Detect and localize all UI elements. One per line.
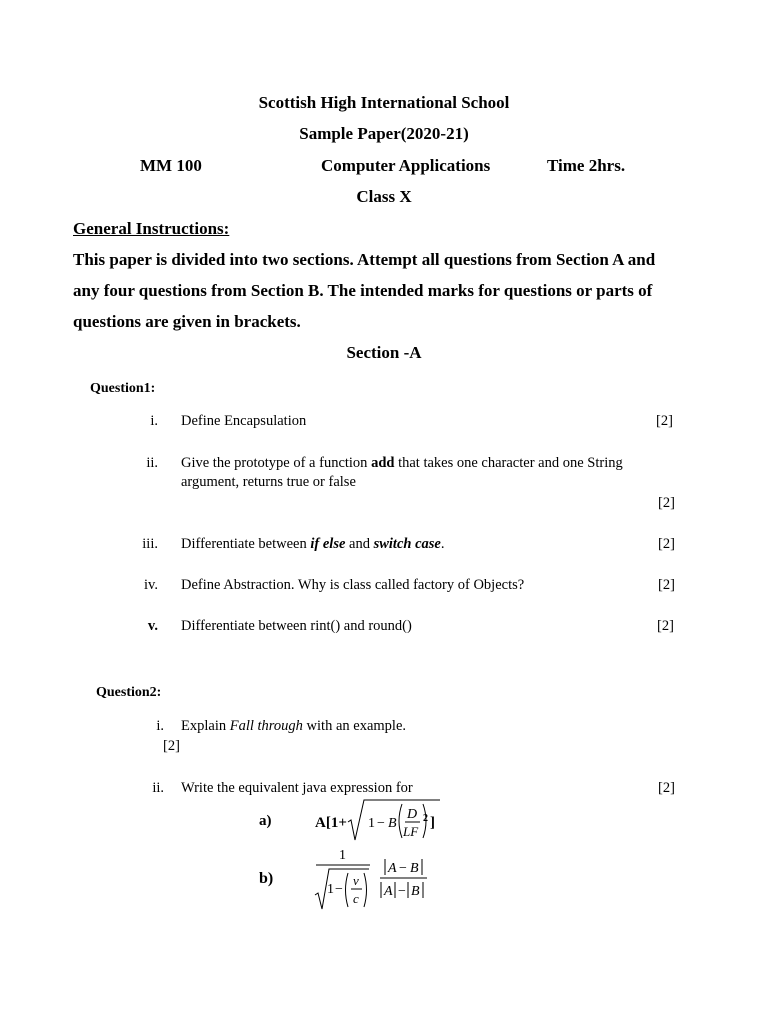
section-title: Section -A [346, 343, 422, 362]
q1-item-text: Differentiate between rint() and round() [181, 618, 412, 634]
formula-a-one: 1 [368, 816, 375, 831]
q1-item-number: iii. [142, 536, 158, 552]
formula-a-d: D [407, 807, 418, 822]
q2-item-number: ii. [152, 780, 164, 796]
keyword-switch-case: switch case [373, 536, 441, 552]
q1-item-number: i. [150, 413, 158, 429]
text-part: Differentiate between [181, 536, 311, 552]
class-name: Class X [356, 187, 412, 206]
q1-item-text [181, 536, 444, 553]
formula-a-minus: − [377, 816, 385, 831]
formula-b-b: B [410, 861, 419, 876]
text-part: . [440, 536, 445, 552]
formula-b-a: A [388, 861, 397, 876]
paper-title: Sample Paper(2020-21) [299, 124, 469, 143]
keyword-if-else: if else [310, 536, 346, 552]
q1-item-text-line2: argument, returns true or false [181, 474, 356, 490]
q1-item-marks: [2] [656, 413, 673, 429]
q1-item-text: Define Encapsulation [181, 413, 307, 429]
school-name: Scottish High International School [258, 93, 510, 112]
q1-item-marks: [2] [658, 495, 675, 511]
q2-item-text: Write the equivalent java expression for [181, 780, 413, 796]
instructions-title: General Instructions: [73, 219, 230, 238]
formula-a-close: ] [430, 815, 435, 831]
formula-a-lf: LF [403, 824, 419, 839]
instructions-text: This paper is divided into two sections. Attempt all questions from Section A and any four questions from Section B. The intended marks for questions or parts of questions are given in brackets. [73, 250, 656, 331]
q1-item-marks: [2] [657, 618, 674, 634]
formula-b-b: B [411, 884, 420, 899]
text-part: Explain [181, 718, 230, 734]
text-part: Give the prototype of a function [181, 455, 372, 471]
formula-a-prefix: A[1+ [315, 815, 347, 831]
q2-item-marks: [2] [163, 738, 180, 754]
formula-b-numerator: 1 [339, 848, 346, 863]
question-2-title: Question2: [96, 685, 162, 700]
formula-b-label: b) [259, 870, 274, 887]
function-name: add [371, 455, 395, 471]
formula-b-one: 1 [327, 882, 334, 897]
q1-item-number: iv. [144, 577, 158, 593]
text-part: with an example. [302, 718, 407, 734]
formula-b-minus: − [398, 884, 406, 899]
q1-item-number: ii. [146, 455, 158, 471]
q2-item-marks: [2] [658, 780, 675, 796]
q1-item-marks: [2] [658, 536, 675, 552]
q2-item-text [181, 718, 406, 735]
formula-a-label: a) [259, 813, 272, 829]
subject-name: Computer Applications [321, 156, 491, 175]
question-1-title: Question1: [90, 381, 156, 396]
formula-b-v: v [353, 873, 359, 888]
q2-item-number: i. [156, 718, 164, 734]
max-marks: MM 100 [140, 156, 202, 175]
time-allowed: Time 2hrs. [547, 156, 626, 175]
formula-b [312, 843, 437, 913]
formula-a-exponent: 2 [423, 813, 428, 824]
q1-item-text: Define Abstraction. Why is class called factory of Objects? [181, 577, 525, 593]
text-part: that takes one character and one String [394, 455, 623, 471]
formula-b-minus: − [335, 882, 343, 897]
formula-a [312, 796, 442, 844]
formula-b-minus: − [399, 861, 407, 876]
term-fall-through: Fall through [229, 718, 303, 734]
q1-item-marks: [2] [658, 577, 675, 593]
q1-item-number: v. [147, 618, 158, 634]
formula-a-b: B [388, 816, 397, 831]
formula-b-c: c [353, 891, 359, 906]
formula-b-a: A [384, 884, 393, 899]
q1-item-text [181, 455, 623, 472]
text-part: and [345, 536, 374, 552]
